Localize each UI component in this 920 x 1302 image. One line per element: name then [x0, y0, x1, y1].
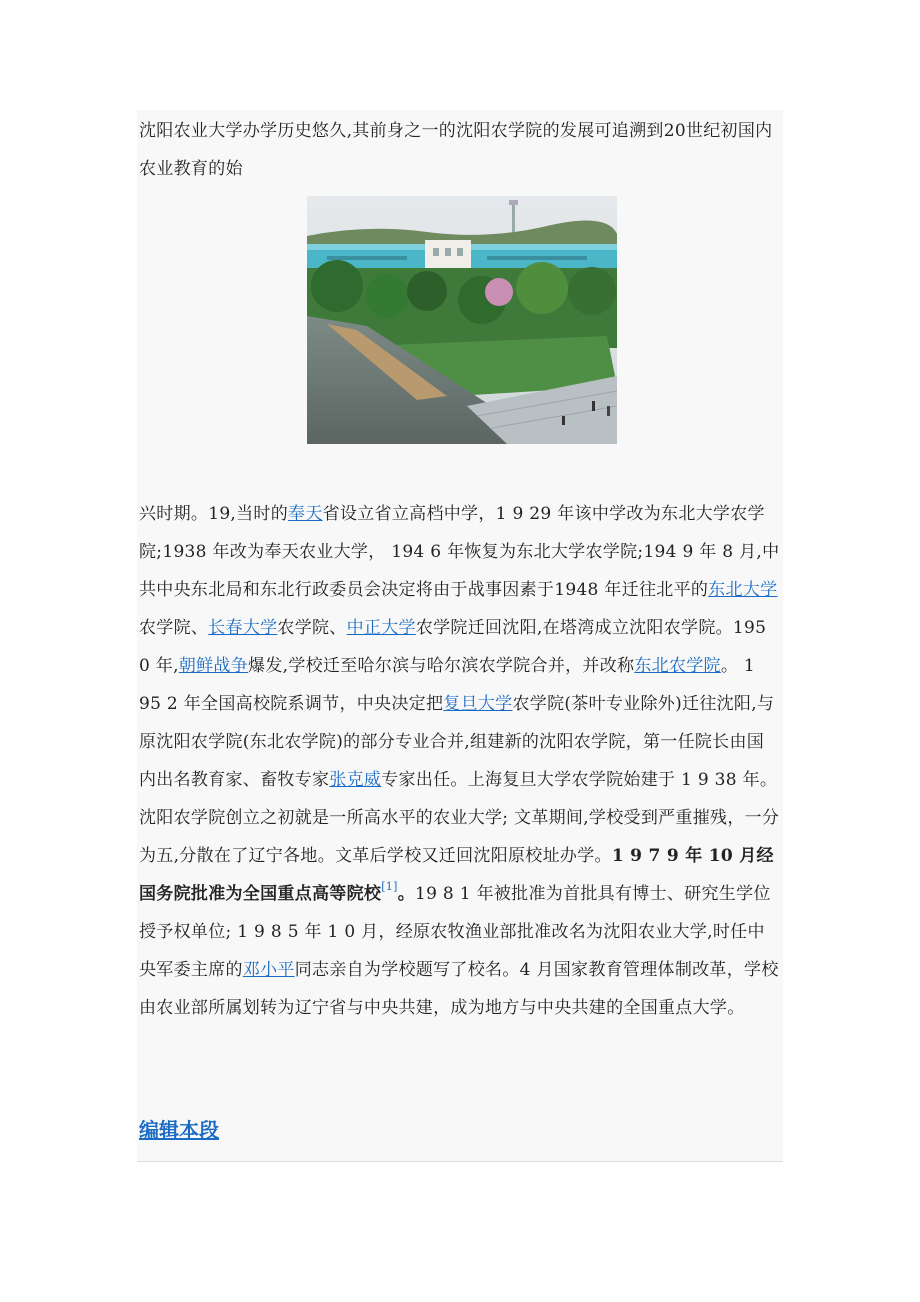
body-text: 兴时期。19,当时的 [139, 504, 289, 524]
edit-section-link[interactable]: 编辑本段 [139, 1118, 219, 1142]
body-text: 农学院、 [139, 618, 209, 638]
body-text: 19 8 1 年被批准为首批具有博士、研究生学位授予权单位; 1 9 8 5 年 1 0 月，经原农牧渔业部批准改名为沈阳农业大学,时任中央军委主席的 [139, 884, 771, 980]
inline-link[interactable]: 长春大学 [208, 618, 278, 638]
body-text: 。 1 95 2 年全国高校院系调节，中央决定把 [139, 656, 755, 714]
inline-link[interactable]: 中正大学 [346, 618, 416, 638]
body-text: 爆发,学校迁至哈尔滨与哈尔滨农学院合并，并改称 [248, 656, 635, 676]
inline-link[interactable]: 东北大学 [708, 580, 778, 600]
inline-link[interactable]: 东北农学院 [634, 656, 721, 676]
bold-text: 。 [397, 884, 415, 904]
inline-link[interactable]: 复旦大学 [443, 694, 513, 714]
article-panel [137, 110, 783, 1162]
body-text: 省设立省立高档中学，1 9 29 年该中学改为东北大学农学院;1938 年改为奉天农业大学， 194 6 年恢复为东北大学农学院;194 9 年 8 月,中共中央东北局和东北行政委员会决定将由于战事因素于1948 年迁往北平的 [139, 504, 780, 600]
campus-photo [307, 196, 617, 444]
inline-link[interactable]: 朝鲜战争 [178, 656, 249, 676]
body-text: 农学院、 [277, 618, 347, 638]
inline-link[interactable]: 奉天 [288, 504, 323, 524]
inline-link[interactable]: 邓小平 [242, 960, 295, 980]
intro-paragraph: 沈阳农业大学办学历史悠久,其前身之一的沈阳农学院的发展可追溯到20世纪初国内农业教育的始 [139, 121, 773, 179]
body-text: 农学院(茶叶专业除外)迁往沈阳,与原沈阳农学院(东北农学院)的部分专业合并,组建新的沈阳农学院，第一任院长由国内出名教育家、畜牧专家 [139, 694, 775, 790]
body-text: 专家出任。上海复旦大学农学院始建于 1 9 38 年。沈阳农学院创立之初就是一所高水平的农业大学; 文革期间,学校受到严重摧残，一分为五,分散在了辽宁各地。文革后学校又迁回沈阳原校址办学。 [139, 770, 780, 866]
main-paragraph [137, 495, 783, 1027]
body-text: 同志亲自为学校题写了校名。4 月国家教育管理体制改革，学校由农业部所属划转为辽宁省与中央共建，成为地方与中央共建的全国重点大学。 [139, 960, 779, 1018]
citation-ref[interactable]: [1] [381, 880, 398, 894]
body-text: 农学院迁回沈阳,在塔湾成立沈阳农学院。195 0 年, [139, 618, 767, 676]
bold-text: 1 9 7 9 年 10 月经国务院批准为全国重点高等院校 [139, 846, 774, 904]
inline-link[interactable]: 张克威 [329, 770, 382, 790]
